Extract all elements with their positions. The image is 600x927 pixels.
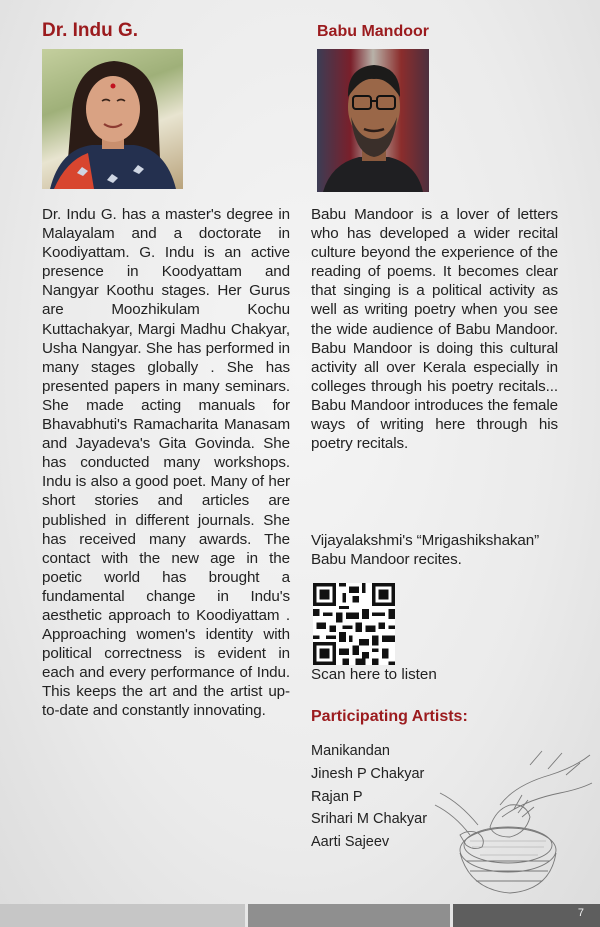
indu-name-heading: Dr. Indu G. — [42, 20, 139, 41]
artist-item: Aarti Sajeev — [311, 834, 390, 851]
footer-segment — [0, 904, 245, 927]
page-number: 7 — [577, 907, 584, 919]
babu-biography: Babu Mandoor is a lover of letters who has developed a wider recital culture beyond the experience of the reading of poems. It becomes clear that singing is a political activity as well as writing poetry when you see the wide audience of Babu Mandoor. Babu Mandoor is doing this cultural activity all over Kerala especially in colleges through his poetry recitals... Babu Mandoor introduces the female ways of writing here through his poetry recitals. — [311, 206, 558, 453]
artist-item: Srihari M Chakyar — [311, 811, 428, 828]
babu-name-heading: Babu Mandoor — [317, 23, 429, 40]
recital-note: Vijayalakshmi's “Mrigashikshakan” Babu Mandoor recites. — [311, 532, 540, 569]
qr-code[interactable] — [313, 583, 395, 665]
indu-portrait — [42, 49, 183, 189]
artist-item: Manikandan — [311, 743, 390, 759]
footer-segment — [248, 904, 450, 927]
artist-list — [311, 740, 427, 854]
mizhavu-drum-sketch — [430, 745, 595, 895]
participating-artists-heading: Participating Artists: — [311, 708, 468, 725]
artist-item: Rajan P — [311, 788, 363, 805]
babu-portrait — [317, 49, 429, 192]
artist-item: Jinesh P Chakyar — [311, 765, 425, 782]
qr-caption: Scan here to listen — [311, 666, 437, 683]
indu-biography: Dr. Indu G. has a master's degree in Malayalam and a doctorate in Koodiyattam. G. Indu is an active presence in Koodyattam and Nangyar Koothu stages. Her Gurus are Moozhikulam Kochu Kuttachakyar, Margi Madhu Chakyar, Usha Nangyar. She has performed in many stages globally . She has presented papers in many seminars. She made acting manuals for Bhavabhuti's Ramacharita Manasam and Jayadeva's Gita Govinda. She has conducted many workshops. Indu is also a good poet. Many of her short stories and articles are published in different journals. She has received many awards. The contact with the new age in the poetic world has brought a fundamental change in Indu's aesthetic approach to Koodiyattam . Approaching women's identity with political correctness is evident in each and every performance of Indu. This keeps the art and the artist up-to-date and constantly innovating. — [42, 206, 290, 720]
footer-bar — [0, 904, 600, 927]
